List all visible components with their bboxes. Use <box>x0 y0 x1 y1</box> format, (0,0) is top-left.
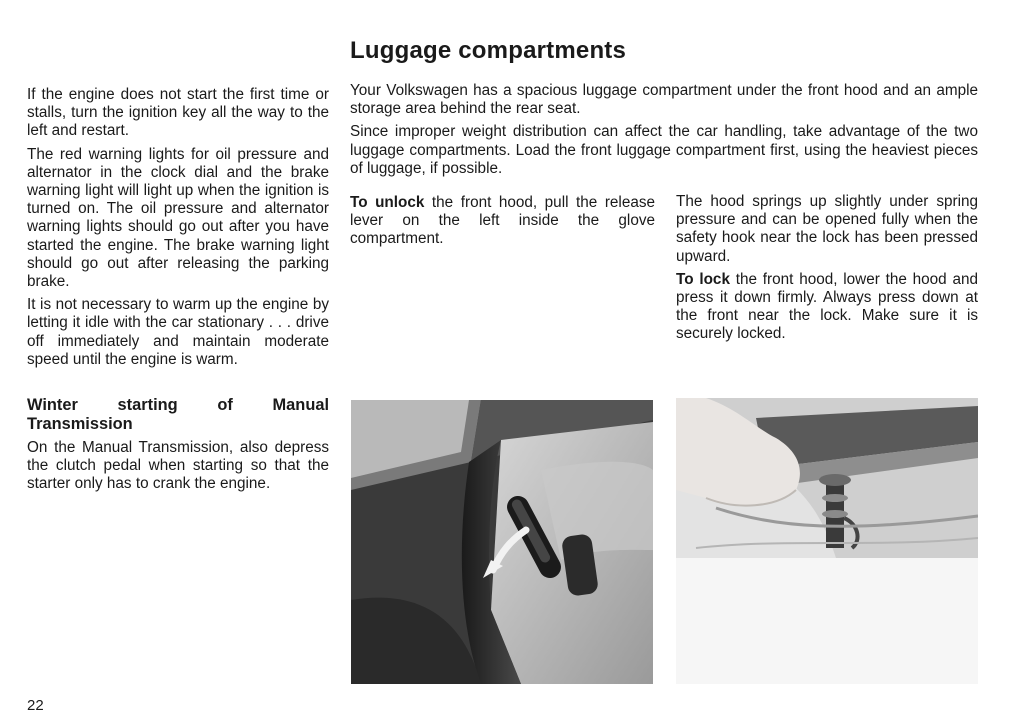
winter-starting-heading: Winter starting of Manual Transmission <box>27 396 329 433</box>
release-lever-illustration <box>351 400 653 684</box>
hood-column <box>676 193 978 349</box>
lock-paragraph <box>676 271 978 344</box>
engine-restart-paragraph: If the engine does not start the first time or stalls, turn the ignition key all the way to the left and restart. <box>27 86 329 140</box>
warning-lights-paragraph: The red warning lights for oil pressure and alternator in the clock dial and the brake warning light will light up when the ignition is turned on. The oil pressure and alternator warning lights should go out after you have started the engine. The brake warning light should go out after releasing the parking brake. <box>27 145 329 291</box>
unlock-text: the front hood, pull the release lever on the left inside the glove compartment. <box>350 194 655 248</box>
warm-up-paragraph: It is not necessary to warm up the engine by letting it idle with the car stationary . . . drive off immediately and maintain moderate speed until the engine is warm. <box>27 296 329 368</box>
hood-lock-illustration <box>676 398 978 684</box>
page-title: Luggage compartments <box>350 37 627 64</box>
lock-lead: To lock <box>676 270 730 288</box>
luggage-intro <box>350 82 978 183</box>
intro-paragraph-2: Since improper weight distribution can affect the car handling, take advantage of the two luggage compartments. Load the front luggage compartment first, using the heaviest pieces of luggage, if possible. <box>350 123 978 177</box>
page-number: 22 <box>27 697 44 714</box>
release-lever-photo <box>351 400 653 684</box>
hood-springs-paragraph: The hood springs up slightly under spring pressure and can be opened fully when the safety hook near the lock has been pressed upward. <box>676 193 978 265</box>
unlock-column <box>350 194 655 254</box>
winter-starting-section <box>27 439 329 499</box>
engine-start-column <box>27 86 329 374</box>
hood-lock-photo <box>676 398 978 684</box>
winter-starting-paragraph: On the Manual Transmission, also depress the clutch pedal when starting so that the starter only has to crank the engine. <box>27 439 329 493</box>
unlock-paragraph <box>350 194 655 249</box>
intro-paragraph-1: Your Volkswagen has a spacious luggage compartment under the front hood and an ample storage area behind the rear seat. <box>350 82 978 118</box>
unlock-lead: To unlock <box>350 194 425 211</box>
lock-text: the front hood, lower the hood and press it down firmly. Always press down at the front near the lock. Make sure it is securely locked. <box>676 270 978 343</box>
